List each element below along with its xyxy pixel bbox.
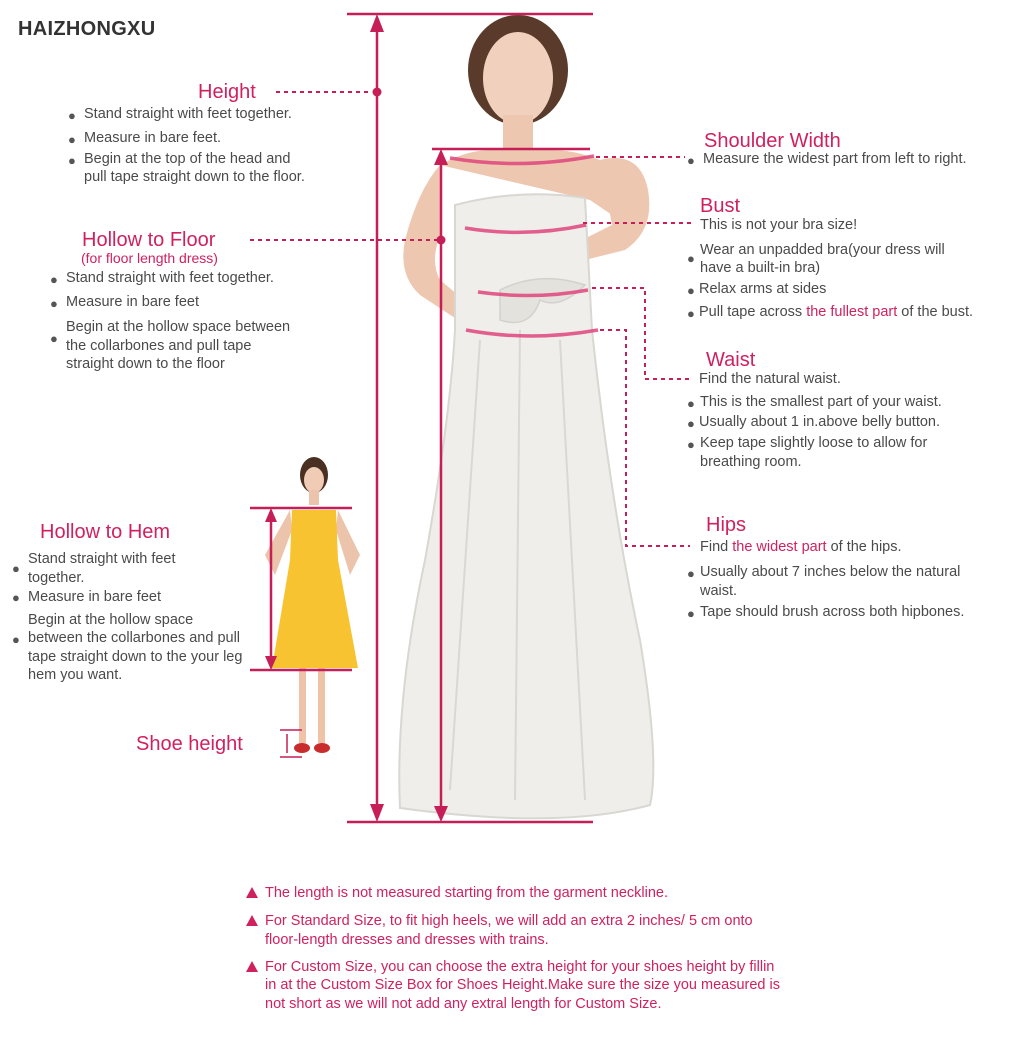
bullet-icon: ● <box>687 251 695 266</box>
note-line: The length is not measured starting from the garment neckline. <box>265 885 668 901</box>
note-line: not short as we will not add any extral length for Custom Size. <box>265 996 662 1012</box>
bullet-icon: ● <box>50 272 58 287</box>
hollow-hem-item: Measure in bare feet <box>28 589 161 605</box>
hollow-hem-item: together. <box>28 570 85 586</box>
hips-highlight: the widest part <box>732 539 827 555</box>
bust-item: This is not your bra size! <box>700 217 858 233</box>
hollow-floor-item: Stand straight with feet together. <box>66 270 274 286</box>
bullet-icon: ● <box>68 153 76 168</box>
hollow-floor-subtitle: (for floor length dress) <box>81 250 218 266</box>
bullet-icon: ● <box>687 306 695 321</box>
bust-highlight: the fullest part <box>806 304 898 320</box>
bullet-icon: ● <box>50 296 58 311</box>
bullet-icon: ● <box>687 396 695 411</box>
height-item: Begin at the top of the head and <box>84 151 291 167</box>
bullet-icon: ● <box>687 606 695 621</box>
height-item: Stand straight with feet together. <box>84 106 292 122</box>
shoe-height-title: Shoe height <box>136 733 243 755</box>
bullet-icon: ● <box>50 331 58 346</box>
height-item: pull tape straight down to the floor. <box>84 169 305 185</box>
note-line: For Custom Size, you can choose the extra height for your shoes height by fillin <box>265 959 775 975</box>
brand-logo-text: HAIZHONGXU <box>18 18 156 40</box>
model-figure <box>399 15 653 818</box>
bust-title: Bust <box>700 195 741 217</box>
bust-item: Pull tape across the fullest part of the bust. <box>699 304 974 320</box>
hollow-hem-item: Begin at the hollow space <box>28 612 194 628</box>
hollow-hem-item: hem you want. <box>28 667 123 683</box>
bullet-icon: ● <box>687 566 695 581</box>
waist-title: Waist <box>706 349 756 371</box>
hips-item: Usually about 7 inches below the natural <box>700 564 961 580</box>
small-model-figure <box>265 457 360 753</box>
bullet-icon: ● <box>68 108 76 123</box>
hips-item: waist. <box>700 583 738 599</box>
bust-item: Relax arms at sides <box>699 281 827 297</box>
hips-item: Find the widest part of the hips. <box>700 539 902 555</box>
hollow-hem-item: Stand straight with feet <box>28 551 176 567</box>
waist-item: Usually about 1 in.above belly button. <box>699 414 941 430</box>
bullet-icon: ● <box>687 153 695 168</box>
height-title: Height <box>198 81 256 103</box>
hips-item: Tape should brush across both hipbones. <box>700 604 965 620</box>
hollow-hem-title: Hollow to Hem <box>40 521 171 543</box>
hollow-floor-item: the collarbones and pull tape <box>66 338 252 354</box>
bullet-icon: ● <box>687 416 695 431</box>
waist-item: Keep tape slightly loose to allow for <box>700 435 928 451</box>
warning-triangle-icon <box>246 915 258 926</box>
hollow-floor-title: Hollow to Floor <box>82 229 216 251</box>
bullet-icon: ● <box>687 283 695 298</box>
bullet-icon: ● <box>12 590 20 605</box>
waist-item: Find the natural waist. <box>699 371 841 387</box>
bullet-icon: ● <box>12 632 20 647</box>
shoulder-item: Measure the widest part from left to right. <box>703 151 967 167</box>
bullet-icon: ● <box>687 437 695 452</box>
note-line: in at the Custom Size Box for Shoes Height.Make sure the size you measured is <box>265 977 780 993</box>
shoulder-title: Shoulder Width <box>704 130 841 152</box>
hips-title: Hips <box>706 514 747 536</box>
hollow-floor-item: Begin at the hollow space between <box>66 319 291 335</box>
warning-triangle-icon <box>246 961 258 972</box>
waist-item: breathing room. <box>700 454 802 470</box>
hollow-floor-item: straight down to the floor <box>66 356 225 372</box>
hollow-hem-item: between the collarbones and pull <box>28 630 241 646</box>
waist-item: This is the smallest part of your waist. <box>700 394 942 410</box>
hollow-hem-item: tape straight down to the your leg <box>28 649 243 665</box>
warning-triangle-icon <box>246 887 258 898</box>
bust-item: Wear an unpadded bra(your dress will <box>700 242 945 258</box>
bullet-icon: ● <box>12 561 20 576</box>
note-line: For Standard Size, to fit high heels, we will add an extra 2 inches/ 5 cm onto <box>265 913 753 929</box>
note-line: floor-length dresses and dresses with trains. <box>265 932 549 948</box>
hollow-floor-item: Measure in bare feet <box>66 294 199 310</box>
bullet-icon: ● <box>68 132 76 147</box>
bust-item: have a built-in bra) <box>700 260 821 276</box>
height-item: Measure in bare feet. <box>84 130 222 146</box>
